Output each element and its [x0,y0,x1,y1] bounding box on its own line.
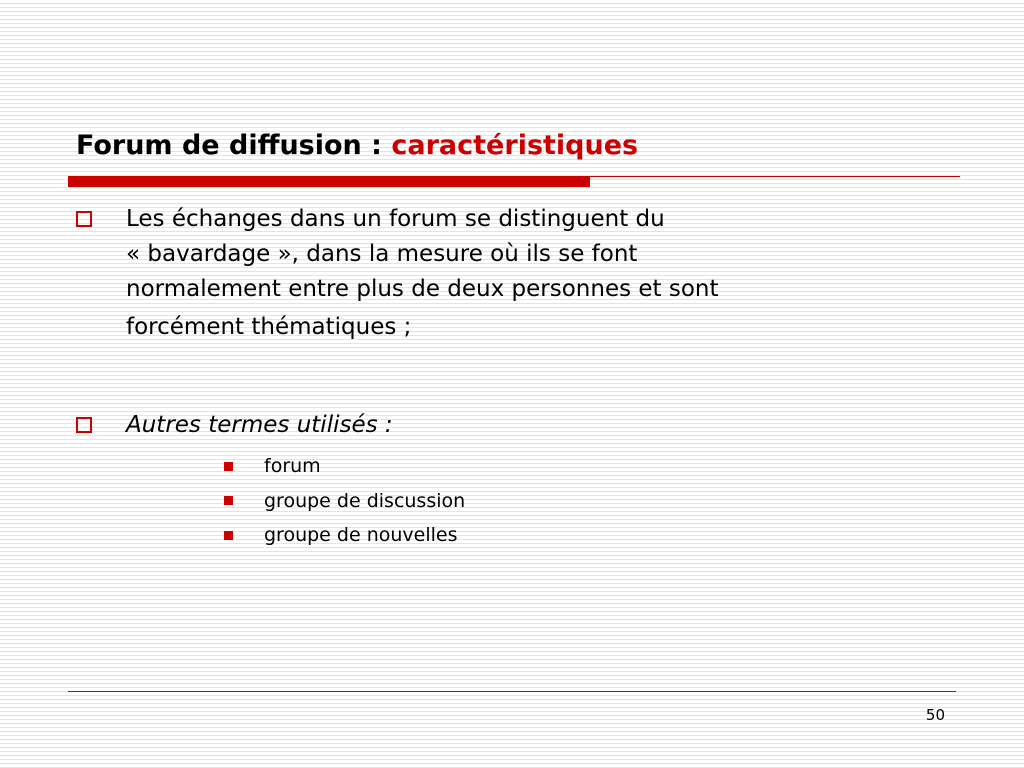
paragraph-line: normalement entre plus de deux personnes et sont [126,276,719,302]
bullet-heading: Autres termes utilisés : [126,412,393,438]
paragraph-line: Les échanges dans un forum se distinguent du [126,206,665,232]
hollow-square-bullet-icon [76,211,92,227]
paragraph-line: forcément thématiques ; [126,314,412,340]
slide-title [76,128,638,164]
sub-bullet-list [224,449,465,553]
footer-divider [68,691,956,692]
list-item [224,449,465,484]
paragraph-line: « bavardage », dans la mesure où ils se font [126,241,638,267]
title-accent: caractéristiques [391,130,639,161]
bullet-paragraph [126,202,926,345]
page-number: 50 [925,706,945,724]
filled-square-bullet-icon [224,531,233,540]
list-item [224,484,465,519]
list-item-label: forum [264,455,321,478]
title-prefix: Forum de diffusion : [76,130,392,161]
title-underline-thick [68,176,590,187]
title-underline-thin [590,176,960,177]
filled-square-bullet-icon [224,462,233,471]
list-item-label: groupe de discussion [264,489,466,512]
list-item-label: groupe de nouvelles [264,524,458,547]
hollow-square-bullet-icon [76,417,92,433]
filled-square-bullet-icon [224,496,233,505]
list-item [224,518,465,553]
